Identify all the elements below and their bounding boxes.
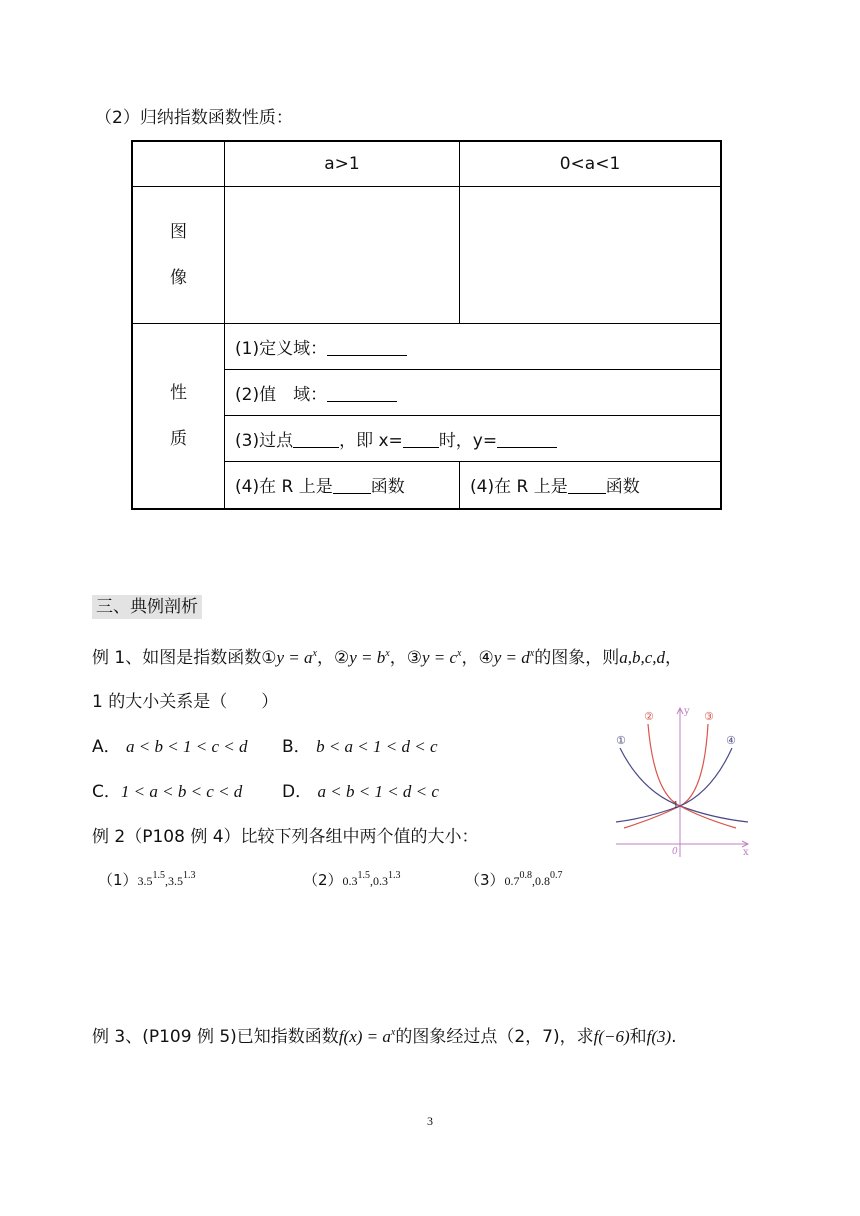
circle-num-2: ②	[333, 648, 350, 668]
prop-domain-text: (1)定义域：	[235, 338, 328, 359]
ex1-func-b: y = b	[349, 648, 386, 667]
circle-num-3: ③	[406, 648, 422, 668]
row-image-label-char-1: 图	[170, 221, 187, 242]
ex2-p2-base2: 0.3	[373, 874, 389, 888]
prop-fixed-point-b: ，即 x=	[339, 430, 403, 451]
blank-x	[403, 433, 439, 448]
opt-c-label: C．	[92, 782, 121, 802]
opt-a-label: A．	[92, 737, 121, 757]
graph-axis-y-label: y	[684, 706, 690, 717]
ex1-vars: a,b,c,d	[619, 648, 665, 667]
ex2-p1-label: （1）	[98, 871, 138, 889]
ex3-func: f(x) = a	[338, 1027, 391, 1046]
header-a-gt-1: a>1	[225, 141, 460, 186]
ex1-func-c: y = c	[421, 648, 458, 667]
ex2-part1: $(1)3.5^{1.5},3.5^{1.3}$	[98, 870, 196, 889]
ex1-func-a: y = a	[276, 648, 313, 667]
ex2-p2-label: （2）	[303, 871, 343, 889]
ex2-part2: $(2)0.3^{1.5},0.3^{1.3}$	[303, 870, 401, 889]
blank-domain	[327, 341, 407, 356]
ex3-q2: f(3)	[646, 1027, 672, 1046]
prop-monotonic-left	[225, 461, 460, 509]
ex3-and: 和	[629, 1027, 647, 1047]
ex1-exp-d: x	[529, 648, 535, 659]
ex2-p2-exp1: 1.5	[357, 870, 371, 881]
graph-label-1: ①	[616, 734, 626, 747]
ex2-part3: $(3)0.7^{0.8},0.8^{0.7}$	[465, 870, 563, 889]
ex1-option-c	[92, 782, 242, 802]
image-cell-a-gt-1	[225, 186, 460, 323]
circle-num-1: ①	[261, 648, 277, 668]
opt-d-label: D．	[282, 782, 313, 802]
prop-range-text: (2)值 域：	[235, 384, 328, 405]
ex1-suffix: 的图象，则	[534, 648, 620, 668]
ex2-p3-base1: 0.7	[504, 874, 520, 888]
ex2-p1-exp1: 1.5	[152, 870, 166, 881]
graph-label-2: ②	[644, 710, 654, 723]
prop-monotonic-left-b: 函数	[370, 477, 405, 498]
blank-y	[497, 433, 557, 448]
example2-title: 例 2（P108 例 4）比较下列各组中两个值的大小：	[92, 827, 479, 847]
prop-fixed-point-c: 时，y=	[438, 430, 498, 451]
ex2-p3-exp1: 0.8	[519, 870, 533, 881]
exponential-graph-figure	[612, 702, 760, 862]
section3-title	[92, 597, 202, 617]
row-props-label	[132, 323, 225, 509]
row-image-label-char-2: 像	[170, 267, 187, 288]
ex2-p3-label: （3）	[465, 871, 505, 889]
prop-fixed-point	[225, 415, 722, 461]
blank-monotonic-right	[568, 479, 606, 494]
ex1-option-b	[282, 737, 438, 757]
prop-monotonic-right-a: (4)在 R 上是	[470, 477, 568, 498]
ex1-func-d: y = d	[493, 648, 530, 667]
page-number: 3	[427, 1114, 433, 1128]
ex1-exp-c: x	[457, 648, 462, 659]
prop-range	[225, 369, 722, 415]
ex1-prefix: 例 1、如图是指数函数	[92, 648, 262, 668]
image-cell-0-lt-a-lt-1	[460, 186, 722, 323]
ex2-p1-exp2: 1.3	[183, 870, 196, 881]
ex3-q1: f(−6)	[593, 1027, 630, 1046]
part2-heading: （2）归纳指数函数性质：	[95, 108, 293, 128]
opt-d-text: a < b < 1 < d < c	[317, 782, 439, 801]
example3-question	[92, 1027, 677, 1047]
ex1-exp-b: x	[385, 648, 390, 659]
exponential-properties-table	[131, 140, 722, 510]
graph-label-3: ③	[704, 710, 714, 723]
ex1-option-a	[92, 737, 247, 757]
blank-range	[327, 387, 397, 402]
row-image-label	[132, 186, 225, 323]
prop-domain	[225, 323, 722, 369]
opt-b-text: b < a < 1 < d < c	[316, 737, 438, 756]
ex2-p1-base1: 3.5	[137, 874, 153, 888]
ex3-exp: x	[390, 1027, 396, 1038]
opt-a-text: a < b < 1 < c < d	[126, 737, 248, 756]
prop-monotonic-right	[460, 461, 722, 509]
ex3-end: .	[671, 1027, 677, 1047]
ex1-line2: 1 的大小关系是（ ）	[92, 692, 279, 712]
ex1-option-d	[282, 782, 439, 802]
ex2-p1-base2: 3.5	[168, 874, 184, 888]
ex2-p3-base2: 0.8	[535, 874, 551, 888]
curve-3	[624, 724, 708, 828]
blank-point	[293, 433, 339, 448]
row-props-label-char-1: 性	[170, 382, 187, 403]
ex2-p2-base1: 0.3	[342, 874, 358, 888]
row-props-label-char-2: 质	[170, 428, 187, 449]
ex3-prefix: 例 3、(P109 例 5)已知指数函数	[92, 1027, 339, 1047]
ex1-exp-a: x	[312, 648, 317, 659]
table-corner-cell	[132, 141, 225, 186]
graph-origin-label: 0	[672, 847, 678, 857]
opt-b-label: B．	[282, 737, 311, 757]
section3-title-text: 三、典例剖析	[92, 595, 202, 619]
graph-one-label: 1	[673, 801, 679, 811]
circle-num-4: ④	[478, 648, 494, 668]
prop-monotonic-left-a: (4)在 R 上是	[235, 477, 333, 498]
graph-axis-x-label: x	[743, 847, 749, 858]
ex2-p2-exp2: 1.3	[388, 870, 401, 881]
header-0-lt-a-lt-1: 0<a<1	[460, 141, 722, 186]
curve-1	[620, 748, 748, 822]
example1-question: 例 1、如图是指数函数①y = $a^x$，②y = $b^x$，③y = $c^x$，④y = $d^x$的图象，则a,b,c,d，	[92, 648, 682, 668]
ex3-mid: 的图象经过点（2，7)，求	[395, 1027, 594, 1047]
opt-c-text: 1 < a < b < c < d	[120, 782, 243, 801]
blank-monotonic-left	[333, 479, 371, 494]
ex2-p3-exp2: 0.7	[550, 870, 563, 881]
prop-fixed-point-a: (3)过点	[235, 430, 294, 451]
prop-monotonic-right-b: 函数	[605, 477, 640, 498]
graph-label-4: ④	[726, 734, 736, 747]
